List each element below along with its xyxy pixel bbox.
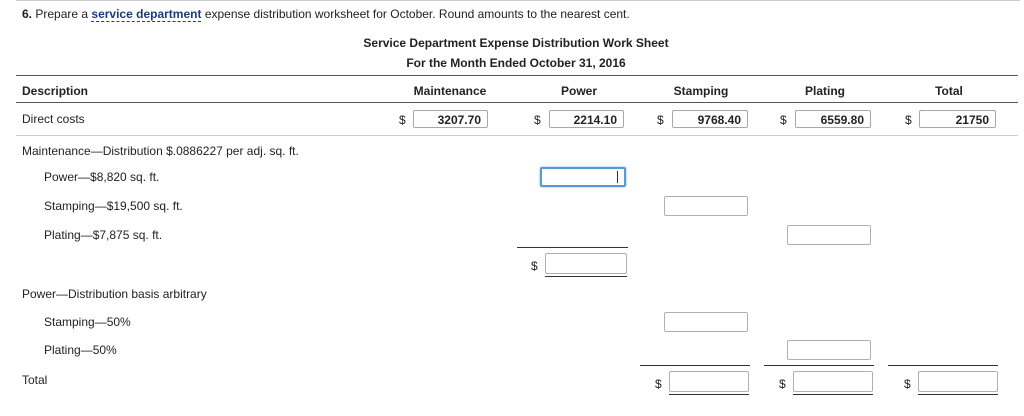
currency-symbol: $ bbox=[780, 113, 787, 127]
double-underline bbox=[545, 276, 627, 277]
top-divider bbox=[16, 0, 1020, 1]
direct-costs-stamping-input[interactable]: 9768.40 bbox=[672, 110, 748, 128]
worksheet-title: Service Department Expense Distribution Work Sheet bbox=[363, 36, 669, 50]
currency-symbol: $ bbox=[531, 259, 538, 273]
currency-symbol: $ bbox=[534, 113, 541, 127]
total-rule-plating bbox=[764, 365, 874, 366]
row-label-power-stamping: Stamping—50% bbox=[44, 315, 131, 329]
total-stamping-input[interactable] bbox=[669, 371, 749, 392]
double-underline bbox=[793, 394, 873, 395]
currency-symbol: $ bbox=[655, 377, 662, 391]
total-rule-stamping bbox=[640, 365, 750, 366]
power-subtotal-input[interactable] bbox=[545, 253, 627, 274]
maint-stamping-input[interactable] bbox=[664, 196, 748, 216]
currency-symbol: $ bbox=[399, 113, 406, 127]
maint-plating-input[interactable] bbox=[787, 225, 871, 245]
question-prefix: Prepare a bbox=[35, 7, 89, 21]
header-top-rule bbox=[16, 75, 1018, 76]
currency-symbol: $ bbox=[779, 377, 786, 391]
row-divider bbox=[16, 135, 1018, 136]
col-header-maintenance: Maintenance bbox=[413, 84, 487, 98]
currency-symbol: $ bbox=[904, 377, 911, 391]
glossary-term-link[interactable]: service department bbox=[91, 7, 202, 21]
subtotal-rule bbox=[517, 247, 628, 248]
total-rule-total bbox=[888, 365, 998, 366]
col-header-stamping: Stamping bbox=[673, 84, 729, 98]
row-label-maintenance-distribution: Maintenance—Distribution $.0886227 per adj. sq. ft. bbox=[22, 144, 299, 158]
row-label-maint-power: Power—$8,820 sq. ft. bbox=[44, 170, 160, 184]
double-underline bbox=[669, 394, 749, 395]
question-number: 6. bbox=[22, 7, 33, 21]
total-plating-input[interactable] bbox=[793, 371, 873, 392]
col-header-plating: Plating bbox=[804, 84, 845, 98]
col-header-total: Total bbox=[935, 84, 963, 98]
worksheet-subtitle: For the Month Ended October 31, 2016 bbox=[406, 56, 626, 70]
total-total-input[interactable] bbox=[918, 371, 998, 392]
direct-costs-maintenance-input[interactable]: 3207.70 bbox=[413, 110, 488, 128]
row-label-maint-stamping: Stamping—$19,500 sq. ft. bbox=[44, 199, 183, 213]
header-bottom-rule bbox=[16, 102, 1018, 103]
text-caret bbox=[617, 171, 618, 183]
row-label-direct-costs: Direct costs bbox=[22, 112, 85, 126]
direct-costs-plating-input[interactable]: 6559.80 bbox=[795, 110, 871, 128]
row-label-total: Total bbox=[22, 373, 48, 387]
maint-power-input[interactable] bbox=[540, 167, 626, 187]
col-header-power: Power bbox=[560, 84, 597, 98]
row-label-power-plating: Plating—50% bbox=[44, 343, 117, 357]
currency-symbol: $ bbox=[657, 113, 664, 127]
currency-symbol: $ bbox=[905, 113, 912, 127]
direct-costs-total-input[interactable]: 21750 bbox=[919, 110, 996, 128]
direct-costs-power-input[interactable]: 2214.10 bbox=[549, 110, 624, 128]
question-prompt bbox=[22, 7, 630, 21]
power-plating-input[interactable] bbox=[787, 340, 871, 360]
double-underline bbox=[918, 394, 998, 395]
col-header-description: Description bbox=[22, 84, 89, 98]
row-label-maint-plating: Plating—$7,875 sq. ft. bbox=[44, 228, 163, 242]
power-stamping-input[interactable] bbox=[664, 312, 748, 332]
row-label-power-distribution: Power—Distribution basis arbitrary bbox=[22, 287, 207, 301]
question-suffix: expense distribution worksheet for October. Round amounts to the nearest cent. bbox=[204, 7, 630, 21]
